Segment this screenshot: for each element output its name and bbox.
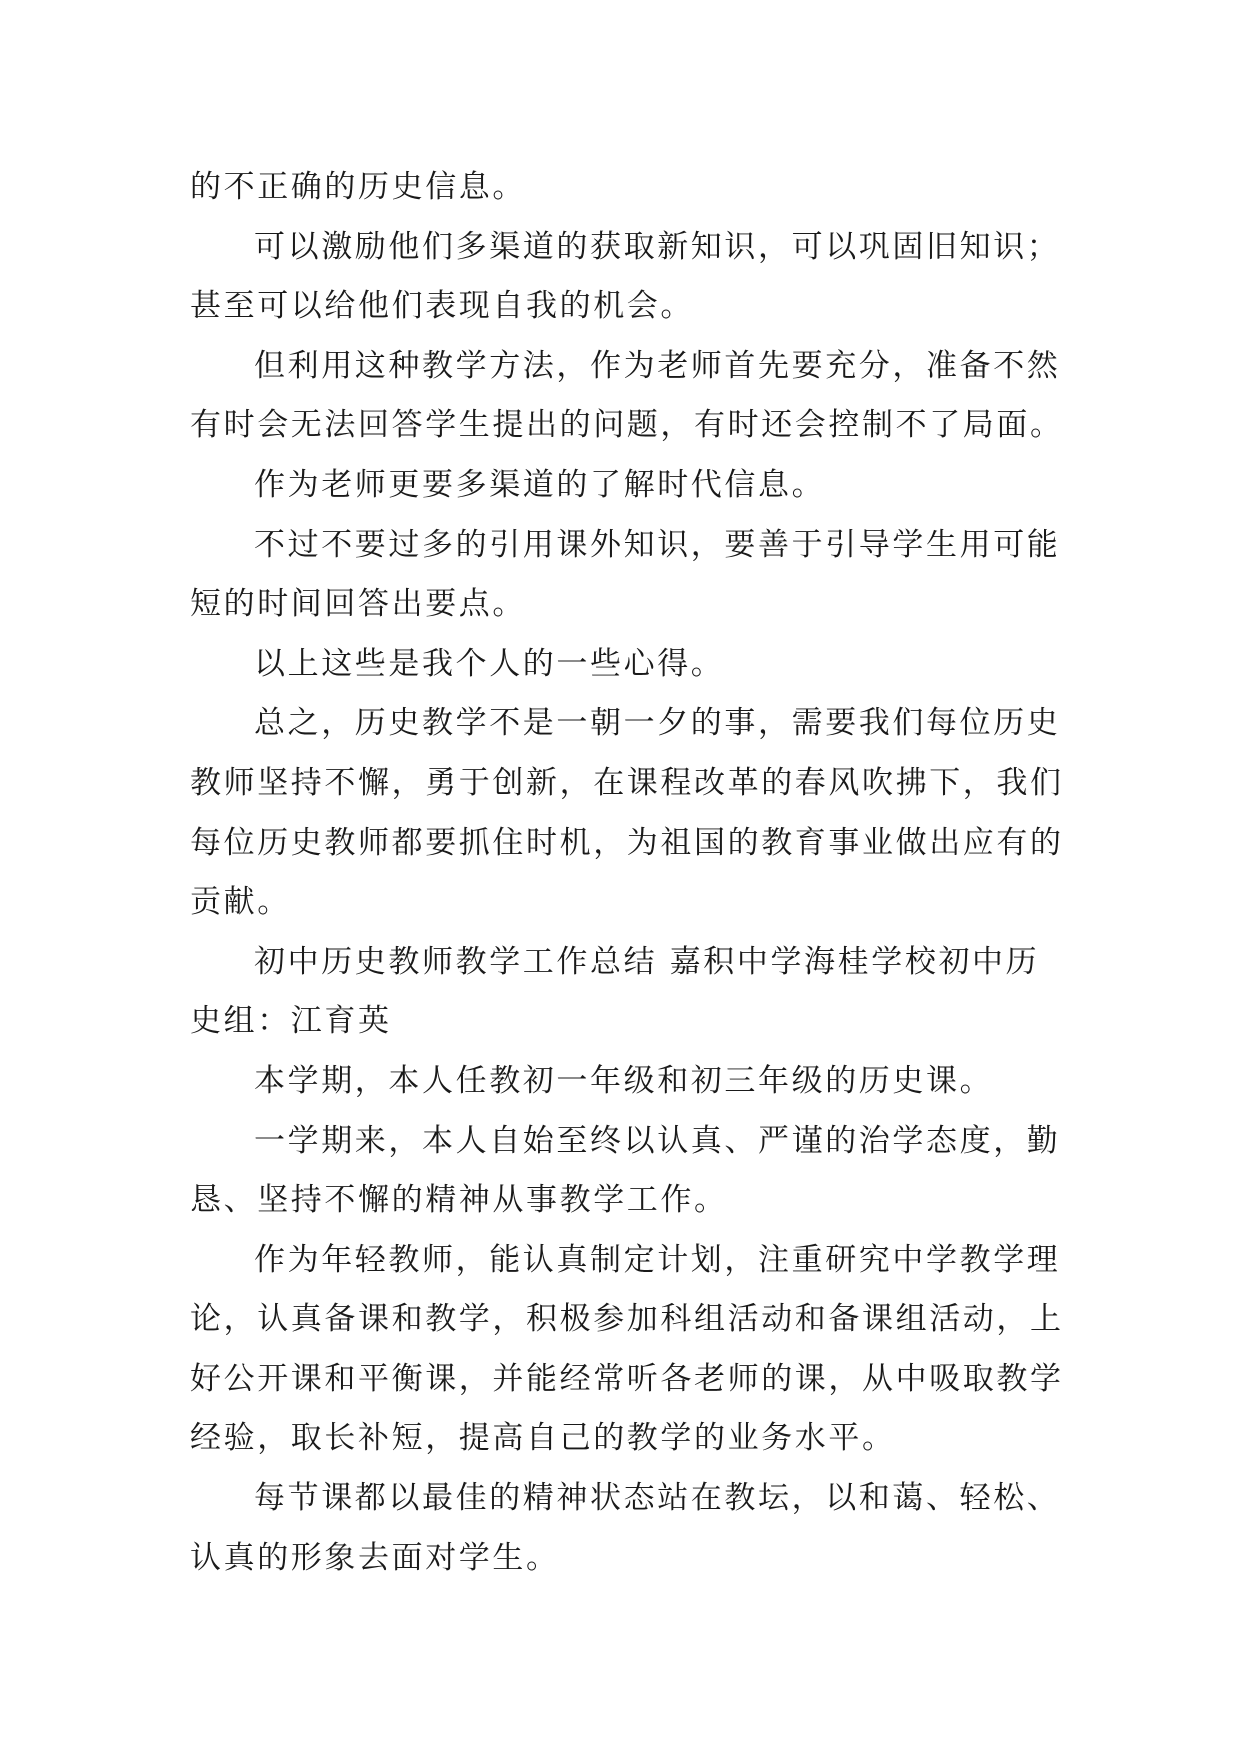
text-line: 作为老师更要多渠道的了解时代信息。 bbox=[254, 466, 826, 503]
text-line: 总之，历史教学不是一朝一夕的事，需要我们每位历史 bbox=[254, 705, 1061, 742]
text-line: 恳、坚持不懈的精神从事教学工作。 bbox=[190, 1182, 728, 1219]
text-line: 贡献。 bbox=[190, 884, 291, 921]
text-line: 每位历史教师都要抓住时机，为祖国的教育事业做出应有的 bbox=[190, 824, 1064, 861]
text-line: 每节课都以最佳的精神状态站在教坛，以和蔼、轻松、 bbox=[254, 1480, 1061, 1517]
text-line: 不过不要过多的引用课外知识，要善于引导学生用可能 bbox=[254, 526, 1061, 563]
text-line: 一学期来，本人自始至终以认真、严谨的治学态度，勤 bbox=[254, 1122, 1061, 1159]
text-line: 有时会无法回答学生提出的问题，有时还会控制不了局面。 bbox=[190, 407, 1064, 444]
text-line: 教师坚持不懈，勇于创新，在课程改革的春风吹拂下，我们 bbox=[190, 764, 1064, 801]
text-line: 认真的形象去面对学生。 bbox=[190, 1539, 560, 1576]
text-line: 作为年轻教师，能认真制定计划，注重研究中学教学理 bbox=[254, 1241, 1061, 1278]
text-line: 论，认真备课和教学，积极参加科组活动和备课组活动，上 bbox=[190, 1301, 1064, 1338]
text-line: 经验，取长补短，提高自己的教学的业务水平。 bbox=[190, 1420, 896, 1457]
text-line: 甚至可以给他们表现自我的机会。 bbox=[190, 288, 694, 325]
text-line: 本学期，本人任教初一年级和初三年级的历史课。 bbox=[254, 1062, 994, 1099]
text-line: 的不正确的历史信息。 bbox=[190, 169, 526, 205]
text-line: 以上这些是我个人的一些心得。 bbox=[254, 645, 725, 682]
text-line: 但利用这种教学方法，作为老师首先要充分，准备不然 bbox=[254, 347, 1061, 384]
text-line: 史组：江育英 bbox=[190, 1003, 392, 1040]
text-line: 可以激励他们多渠道的获取新知识，可以巩固旧知识； bbox=[254, 228, 1061, 265]
document-body bbox=[190, 158, 1070, 1588]
text-line: 好公开课和平衡课，并能经常听各老师的课，从中吸取教学 bbox=[190, 1360, 1064, 1397]
text-line: 短的时间回答出要点。 bbox=[190, 586, 526, 623]
text-line: 初中历史教师教学工作总结 嘉积中学海桂学校初中历 bbox=[254, 943, 1040, 980]
